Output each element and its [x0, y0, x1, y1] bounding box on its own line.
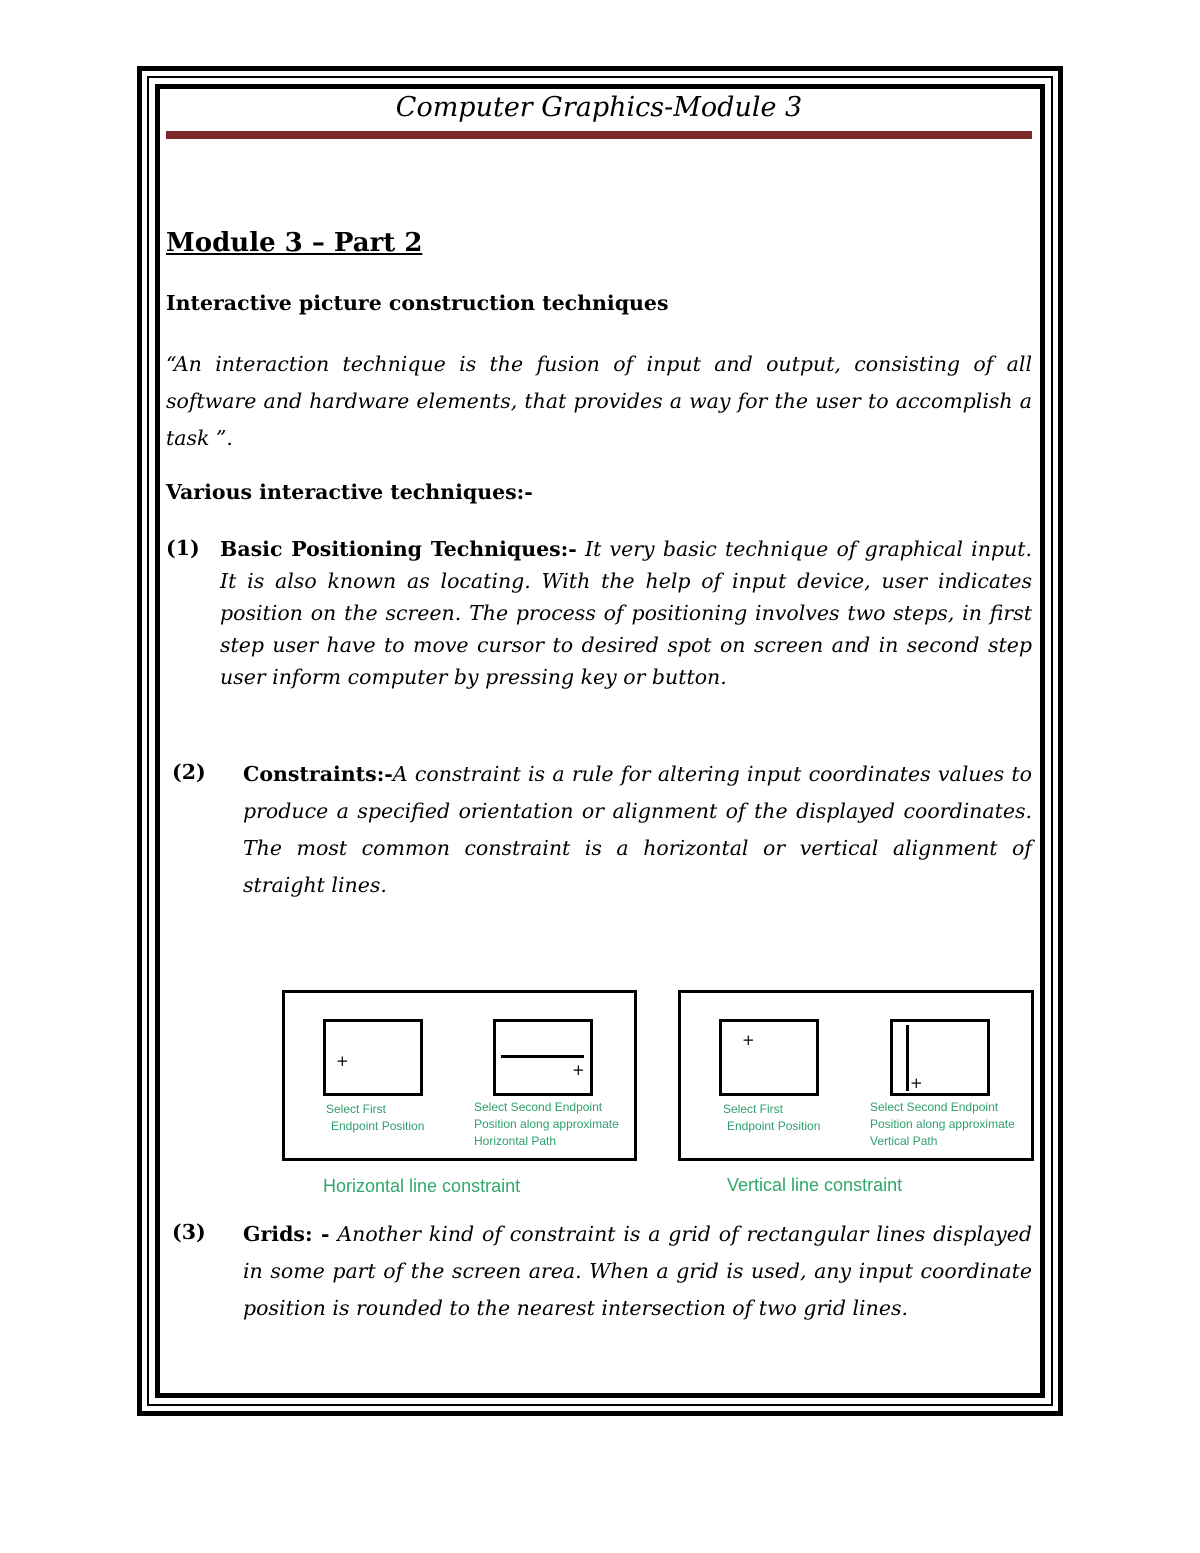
horizontal-constraint-panel [282, 990, 637, 1161]
second-caption-line1: Select Second Endpoint [870, 1100, 999, 1114]
item-title: Constraints:- [243, 762, 393, 786]
second-caption-line3: Vertical Path [870, 1134, 938, 1148]
cursor-plus-icon: + [742, 1031, 755, 1049]
first-caption-line2: Endpoint Position [331, 1119, 425, 1133]
item-title: Basic Positioning Techniques:- [220, 537, 577, 561]
first-caption-line1: Select First [326, 1102, 387, 1116]
second-caption-line2: Position along approximate [474, 1117, 619, 1131]
header-title: Computer Graphics-Module 3 [395, 92, 803, 123]
second-endpoint-screen [493, 1019, 593, 1096]
cursor-plus-icon: + [572, 1061, 585, 1079]
horizontal-constraint-label: Horizontal line constraint [323, 1176, 521, 1196]
first-endpoint-screen [719, 1019, 819, 1096]
first-endpoint-screen [323, 1019, 423, 1096]
second-endpoint-screen [890, 1019, 990, 1096]
section-heading: Module 3 – Part 2 [166, 228, 423, 258]
horizontal-line [501, 1055, 584, 1058]
item-text: A constraint is a rule for altering input coordinates values to produce a specified orientation or alignment of the displayed coordinates. The most common constraint is a horizontal or vertical alignment of straight lines. [243, 762, 1032, 897]
item-text: Another kind of constraint is a grid of rectangular lines displayed in some part of the screen area. When a grid is used, any input coordinate position is rounded to the nearest intersection of two grid lines. [243, 1222, 1033, 1320]
definition-quote: “An interaction technique is the fusion of input and output, consisting of all software and hardware elements, that provides a way for the user to accomplish a task ”. [166, 352, 1032, 450]
item-body [243, 756, 1032, 904]
cursor-plus-icon: + [910, 1074, 923, 1092]
item-text: It very basic technique of graphical input. It is also known as locating. With the help of input device, user indicates position on the screen. The process of positioning involves two steps, in first step user have to move cursor to desired spot on screen and in second step user inform computer by pressing key or button. [220, 537, 1032, 689]
item-body [220, 533, 1032, 693]
first-caption-line1: Select First [723, 1102, 784, 1116]
second-caption-line2: Position along approximate [870, 1117, 1015, 1131]
header-rule [166, 131, 1032, 139]
item-title: Grids: - [243, 1222, 330, 1246]
item-number: (1) [166, 536, 200, 560]
second-caption-line1: Select Second Endpoint [474, 1100, 603, 1114]
vertical-constraint-panel [678, 990, 1034, 1161]
page-border-inner [155, 84, 1045, 1398]
second-caption-line3: Horizontal Path [474, 1134, 557, 1148]
item-number: (3) [172, 1220, 206, 1244]
vertical-constraint-label: Vertical line constraint [727, 1175, 903, 1195]
section-subheading: Interactive picture construction techniques [166, 291, 669, 315]
cursor-plus-icon: + [336, 1052, 349, 1070]
first-caption-line2: Endpoint Position [727, 1119, 821, 1133]
item-number: (2) [172, 760, 206, 784]
vertical-line [906, 1025, 909, 1091]
item-body [243, 1216, 1032, 1327]
list-heading: Various interactive techniques:- [166, 480, 533, 504]
